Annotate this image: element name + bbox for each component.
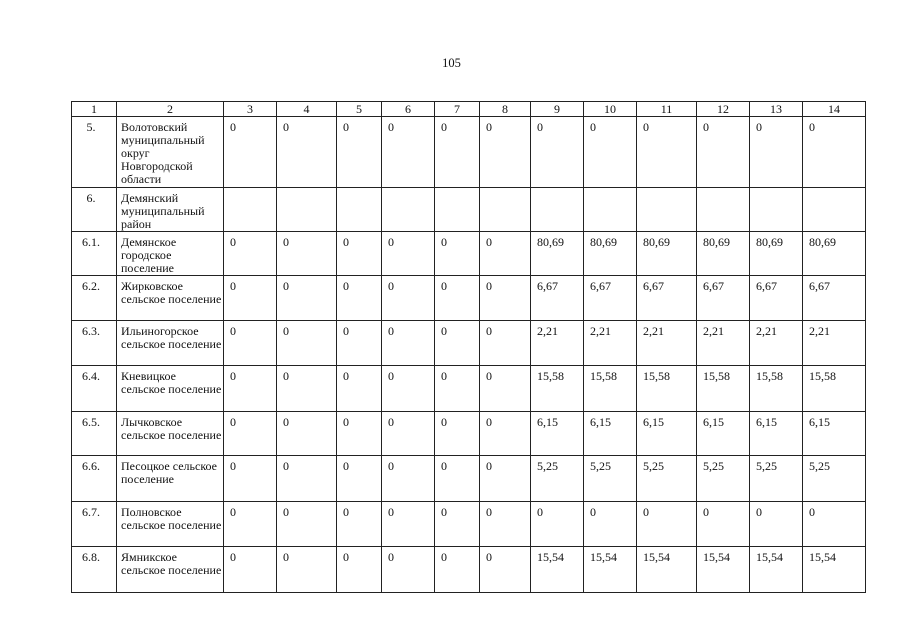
- value-cell: 0: [382, 117, 435, 188]
- value-cell: 0: [277, 366, 337, 412]
- value-cell: 80,69: [697, 232, 750, 276]
- table-row: [72, 117, 866, 188]
- value-cell: 0: [637, 502, 697, 547]
- municipality-name: Лычковское сельское поселение: [117, 412, 224, 456]
- value-cell: 15,54: [531, 547, 584, 593]
- table-row: [72, 366, 866, 412]
- value-cell: 0: [337, 276, 382, 321]
- value-cell: 15,58: [697, 366, 750, 412]
- value-cell: 80,69: [750, 232, 803, 276]
- row-number: 6.7.: [72, 502, 117, 547]
- value-cell: 0: [382, 456, 435, 502]
- value-cell: 0: [803, 502, 866, 547]
- value-cell: 6,67: [697, 276, 750, 321]
- value-cell: 0: [697, 502, 750, 547]
- column-header: 2: [117, 102, 224, 117]
- column-header: 4: [277, 102, 337, 117]
- value-cell: 0: [382, 232, 435, 276]
- value-cell: [382, 188, 435, 232]
- value-cell: 0: [435, 321, 480, 366]
- value-cell: 0: [435, 366, 480, 412]
- value-cell: 0: [435, 232, 480, 276]
- value-cell: 0: [337, 366, 382, 412]
- value-cell: 0: [224, 117, 277, 188]
- value-cell: 0: [435, 456, 480, 502]
- value-cell: 80,69: [637, 232, 697, 276]
- value-cell: 0: [224, 366, 277, 412]
- value-cell: 0: [697, 117, 750, 188]
- value-cell: 15,54: [750, 547, 803, 593]
- column-header: 8: [480, 102, 531, 117]
- value-cell: 0: [435, 117, 480, 188]
- value-cell: 0: [224, 502, 277, 547]
- row-number: 6.4.: [72, 366, 117, 412]
- value-cell: [750, 188, 803, 232]
- value-cell: 0: [382, 321, 435, 366]
- value-cell: 6,67: [531, 276, 584, 321]
- value-cell: 15,58: [637, 366, 697, 412]
- row-number: 5.: [72, 117, 117, 188]
- value-cell: 0: [750, 502, 803, 547]
- municipality-name: Ямникское сельское поселение: [117, 547, 224, 593]
- row-number: 6.1.: [72, 232, 117, 276]
- table-row: [72, 456, 866, 502]
- value-cell: 0: [337, 232, 382, 276]
- value-cell: [277, 188, 337, 232]
- column-header: 14: [803, 102, 866, 117]
- value-cell: 0: [750, 117, 803, 188]
- value-cell: 6,15: [531, 412, 584, 456]
- column-header: 6: [382, 102, 435, 117]
- value-cell: 0: [480, 502, 531, 547]
- table-row: [72, 232, 866, 276]
- value-cell: 2,21: [803, 321, 866, 366]
- municipality-name: Кневицкое сельское поселение: [117, 366, 224, 412]
- value-cell: 0: [382, 366, 435, 412]
- value-cell: 0: [531, 117, 584, 188]
- value-cell: 0: [480, 366, 531, 412]
- value-cell: [697, 188, 750, 232]
- value-cell: 2,21: [697, 321, 750, 366]
- value-cell: [803, 188, 866, 232]
- value-cell: [224, 188, 277, 232]
- value-cell: 0: [480, 456, 531, 502]
- value-cell: 0: [224, 321, 277, 366]
- value-cell: 0: [277, 117, 337, 188]
- value-cell: [637, 188, 697, 232]
- value-cell: 0: [480, 412, 531, 456]
- value-cell: 0: [277, 456, 337, 502]
- value-cell: 0: [277, 547, 337, 593]
- row-number: 6.6.: [72, 456, 117, 502]
- value-cell: 6,15: [584, 412, 637, 456]
- value-cell: 0: [531, 502, 584, 547]
- value-cell: 15,54: [803, 547, 866, 593]
- value-cell: 6,15: [803, 412, 866, 456]
- column-header: 5: [337, 102, 382, 117]
- value-cell: 0: [224, 547, 277, 593]
- value-cell: 2,21: [584, 321, 637, 366]
- value-cell: 0: [480, 321, 531, 366]
- row-number: 6.8.: [72, 547, 117, 593]
- table-row: [72, 321, 866, 366]
- row-number: 6.: [72, 188, 117, 232]
- value-cell: 0: [435, 547, 480, 593]
- value-cell: 0: [224, 412, 277, 456]
- value-cell: 6,15: [637, 412, 697, 456]
- value-cell: 80,69: [803, 232, 866, 276]
- municipality-name: Полновское сельское поселение: [117, 502, 224, 547]
- value-cell: 5,25: [637, 456, 697, 502]
- value-cell: 0: [337, 117, 382, 188]
- value-cell: 6,67: [637, 276, 697, 321]
- row-number: 6.5.: [72, 412, 117, 456]
- column-header: 10: [584, 102, 637, 117]
- value-cell: 0: [584, 502, 637, 547]
- data-table: [71, 101, 866, 593]
- value-cell: 15,58: [531, 366, 584, 412]
- value-cell: 0: [277, 276, 337, 321]
- value-cell: 5,25: [697, 456, 750, 502]
- value-cell: 0: [480, 276, 531, 321]
- value-cell: 0: [337, 456, 382, 502]
- value-cell: 15,54: [584, 547, 637, 593]
- value-cell: [584, 188, 637, 232]
- value-cell: 0: [382, 276, 435, 321]
- value-cell: 6,67: [584, 276, 637, 321]
- value-cell: 0: [337, 547, 382, 593]
- page-number: 105: [442, 56, 461, 70]
- value-cell: 0: [637, 117, 697, 188]
- table-row: [72, 276, 866, 321]
- value-cell: 6,67: [750, 276, 803, 321]
- value-cell: 6,15: [750, 412, 803, 456]
- table-header-row: [72, 102, 866, 117]
- value-cell: 15,54: [697, 547, 750, 593]
- value-cell: 0: [382, 412, 435, 456]
- value-cell: 15,54: [637, 547, 697, 593]
- value-cell: 0: [584, 117, 637, 188]
- value-cell: 0: [435, 502, 480, 547]
- value-cell: 0: [480, 232, 531, 276]
- value-cell: 0: [480, 547, 531, 593]
- municipality-name: Волотовский муниципальный округ Новгородской области: [117, 117, 224, 188]
- value-cell: 2,21: [750, 321, 803, 366]
- value-cell: 0: [382, 502, 435, 547]
- value-cell: 5,25: [531, 456, 584, 502]
- column-header: 9: [531, 102, 584, 117]
- table-row: [72, 412, 866, 456]
- value-cell: 0: [277, 502, 337, 547]
- row-number: 6.2.: [72, 276, 117, 321]
- value-cell: 6,67: [803, 276, 866, 321]
- value-cell: [480, 188, 531, 232]
- value-cell: [435, 188, 480, 232]
- table-row: [72, 547, 866, 593]
- value-cell: 0: [277, 232, 337, 276]
- value-cell: [337, 188, 382, 232]
- value-cell: 15,58: [803, 366, 866, 412]
- value-cell: 0: [435, 276, 480, 321]
- municipality-name: Ильиногорское сельское поселение: [117, 321, 224, 366]
- value-cell: 6,15: [697, 412, 750, 456]
- value-cell: 5,25: [750, 456, 803, 502]
- value-cell: 15,58: [584, 366, 637, 412]
- column-header: 3: [224, 102, 277, 117]
- value-cell: 80,69: [531, 232, 584, 276]
- municipality-name: Жирковское сельское поселение: [117, 276, 224, 321]
- municipality-name: Демянский муниципальный район: [117, 188, 224, 232]
- value-cell: 0: [480, 117, 531, 188]
- column-header: 13: [750, 102, 803, 117]
- value-cell: 0: [435, 412, 480, 456]
- column-header: 12: [697, 102, 750, 117]
- value-cell: 0: [803, 117, 866, 188]
- value-cell: 15,58: [750, 366, 803, 412]
- municipality-name: Песоцкое сельское поселение: [117, 456, 224, 502]
- value-cell: 2,21: [637, 321, 697, 366]
- value-cell: 0: [337, 321, 382, 366]
- value-cell: 5,25: [584, 456, 637, 502]
- value-cell: 0: [224, 232, 277, 276]
- column-header: 1: [72, 102, 117, 117]
- value-cell: 2,21: [531, 321, 584, 366]
- value-cell: 0: [337, 412, 382, 456]
- value-cell: 0: [382, 547, 435, 593]
- column-header: 7: [435, 102, 480, 117]
- municipality-name: Демянское городское поселение: [117, 232, 224, 276]
- table-row: [72, 502, 866, 547]
- value-cell: [531, 188, 584, 232]
- value-cell: 0: [277, 412, 337, 456]
- value-cell: 0: [224, 276, 277, 321]
- value-cell: 80,69: [584, 232, 637, 276]
- value-cell: 0: [224, 456, 277, 502]
- value-cell: 0: [277, 321, 337, 366]
- value-cell: 5,25: [803, 456, 866, 502]
- row-number: 6.3.: [72, 321, 117, 366]
- table-row: [72, 188, 866, 232]
- column-header: 11: [637, 102, 697, 117]
- value-cell: 0: [337, 502, 382, 547]
